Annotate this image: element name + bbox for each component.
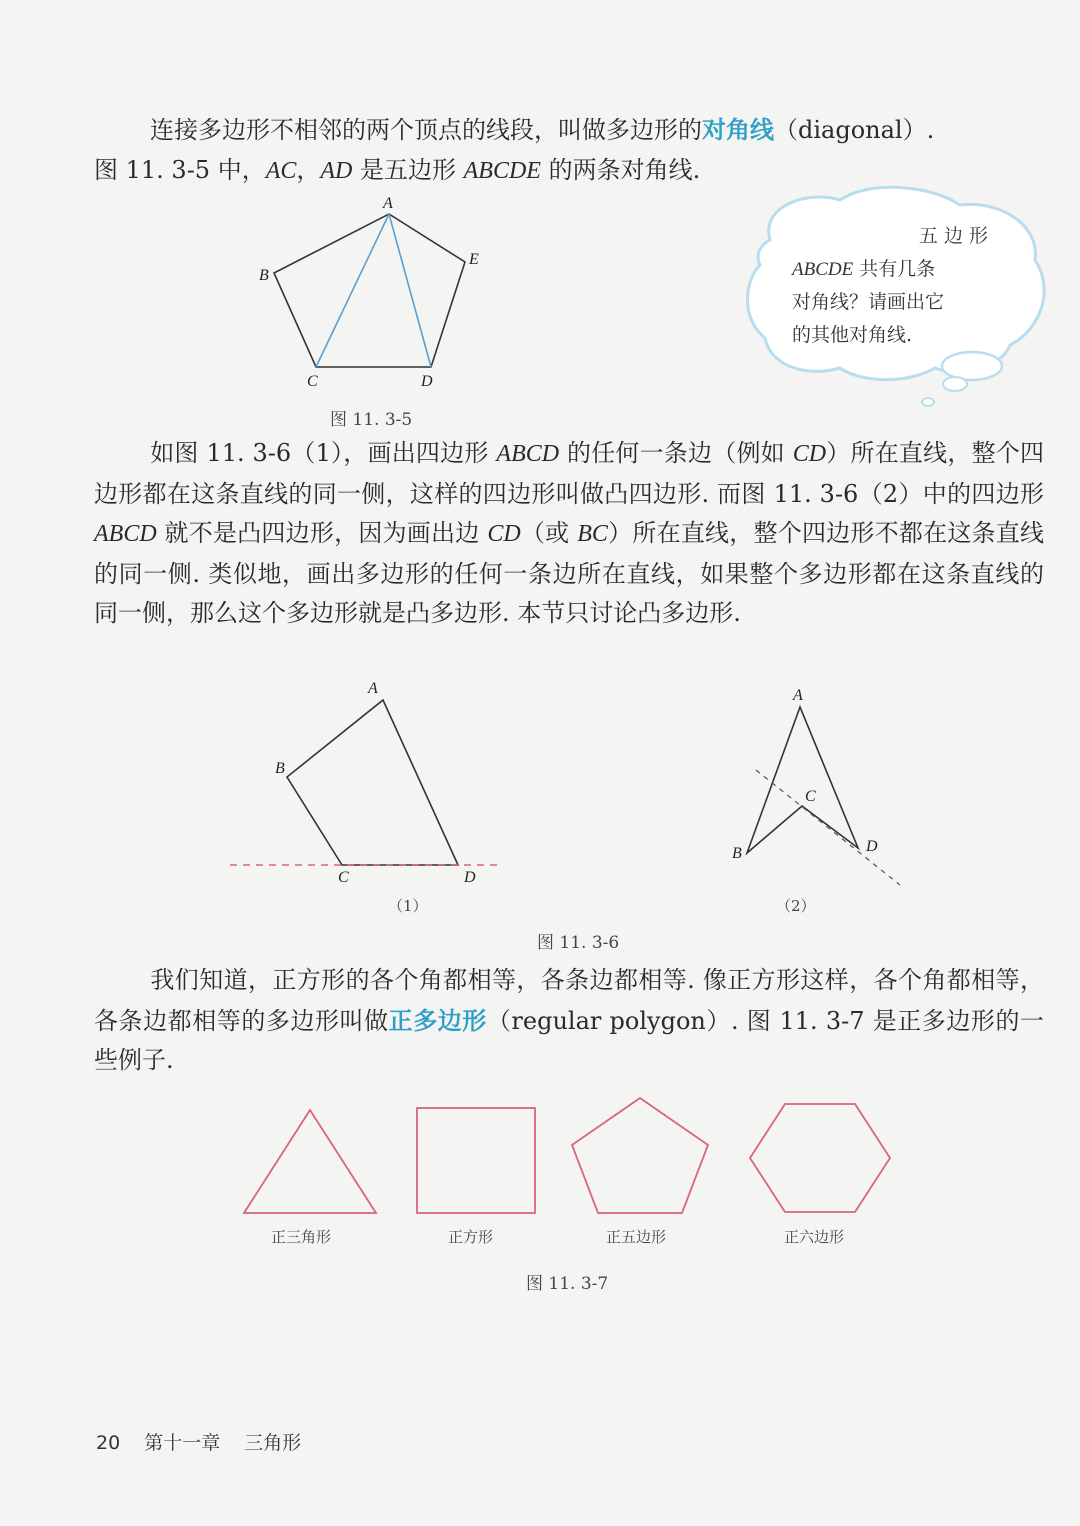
subfigure-caption-2: （2） (776, 897, 816, 915)
regular-square (417, 1108, 535, 1213)
vertex-label-b-1: B (275, 760, 285, 777)
label-regular-pentagon: 正五边形 (606, 1228, 667, 1246)
diagonal-ac (316, 214, 389, 367)
text: 的两条对角线. (540, 155, 701, 184)
vertex-label-d: D (421, 373, 433, 390)
paragraph-regular-polygon (94, 961, 1044, 1081)
text: ）所在直线，整个四边形不都在这条直线的同一侧. 类似地，画出多边形的任何一条边所在直线，如果整个多边形都在这条直线的同一侧，那么这个多边形就是凸多边形. 本节只讨论凸多边形. (94, 519, 1044, 627)
page-number: 20 (96, 1432, 121, 1454)
text: （diagonal）. (774, 116, 935, 144)
math-abcde-bubble: ABCDE (792, 259, 854, 280)
paragraph-convex (94, 434, 1044, 634)
text: 就不是凸四边形，因为画出边 (156, 519, 488, 547)
term-diagonal: 对角线 (702, 115, 774, 144)
regular-triangle (244, 1110, 376, 1213)
figure-caption-11-3-6: 图 11. 3-6 (537, 933, 620, 953)
text: （或 (520, 519, 578, 547)
bubble-line-4: 的其他对角线. (792, 324, 913, 346)
math-cd: CD (792, 441, 827, 467)
label-regular-triangle: 正三角形 (271, 1228, 332, 1246)
math-ad: AD (320, 157, 353, 184)
text: 我们知道，正方形的各个角都相等，各条边都相等. 像正方形这样，各个角都相等，各条边都相等的多边形叫做 (94, 966, 1044, 1035)
label-square: 正方形 (448, 1228, 494, 1246)
math-abcd: ABCD (94, 521, 157, 547)
chapter-label: 第十一章 (144, 1432, 221, 1454)
text: 连接多边形不相邻的两个顶点的线段，叫做多边形的 (150, 116, 702, 144)
vertex-label-b: B (259, 267, 269, 284)
vertex-label-c-2: C (805, 788, 816, 805)
convex-quadrilateral-figure (230, 700, 502, 865)
vertex-label-d-2: D (866, 838, 878, 855)
subfigure-caption-1: （1） (388, 897, 428, 915)
text: 的任何一条边（例如 (559, 439, 793, 467)
bubble-line-3: 对角线？请画出它 (792, 291, 945, 313)
vertex-label-a-1: A (368, 680, 378, 697)
term-regular-polygon: 正多边形 (388, 1005, 487, 1035)
text: 共有几条 (853, 258, 936, 280)
vertex-label-b-2: B (732, 845, 742, 862)
math-abcd: ABCD (496, 441, 560, 467)
chapter-title: 三角形 (244, 1432, 302, 1454)
vertex-label-d-1: D (464, 869, 476, 886)
math-bc: BC (577, 521, 608, 547)
regular-polygons-figure (244, 1098, 890, 1213)
text: 图 11. 3-5 中， (94, 155, 266, 184)
text: 如图 11. 3-6（1），画出四边形 (150, 439, 497, 467)
vertex-label-c: C (307, 373, 318, 390)
text: （regular polygon）. 图 11. 3-7 是正多边形的一些例子. (94, 1006, 1045, 1074)
bubble-question (792, 220, 992, 352)
math-ac: AC (265, 157, 297, 184)
regular-pentagon (572, 1098, 708, 1213)
text: 是五边形 (352, 155, 464, 184)
page-footer (96, 1428, 319, 1455)
label-regular-hexagon: 正六边形 (784, 1228, 845, 1246)
vertex-label-a-2: A (793, 687, 803, 704)
math-cd: CD (487, 521, 521, 547)
math-abcde: ABCDE (463, 157, 541, 184)
vertex-label-a: A (383, 195, 393, 212)
text: ， (296, 155, 321, 184)
vertex-label-e: E (469, 251, 479, 268)
bubble-line-2 (792, 253, 992, 286)
regular-hexagon (750, 1104, 890, 1212)
figure-caption-11-3-5: 图 11. 3-5 (330, 410, 413, 430)
pentagon-figure (274, 214, 465, 367)
bubble-line-1: 五 边 形 (918, 225, 988, 247)
text: ）所在直线，整个四边形都在这条直线的同一侧，这样的四边形叫做凸四边形. 而图 11. 3-6（2）中的四边形 (94, 439, 1044, 508)
figure-caption-11-3-7: 图 11. 3-7 (526, 1274, 609, 1294)
concave-quadrilateral-figure (747, 707, 900, 885)
vertex-label-c-1: C (338, 869, 349, 886)
